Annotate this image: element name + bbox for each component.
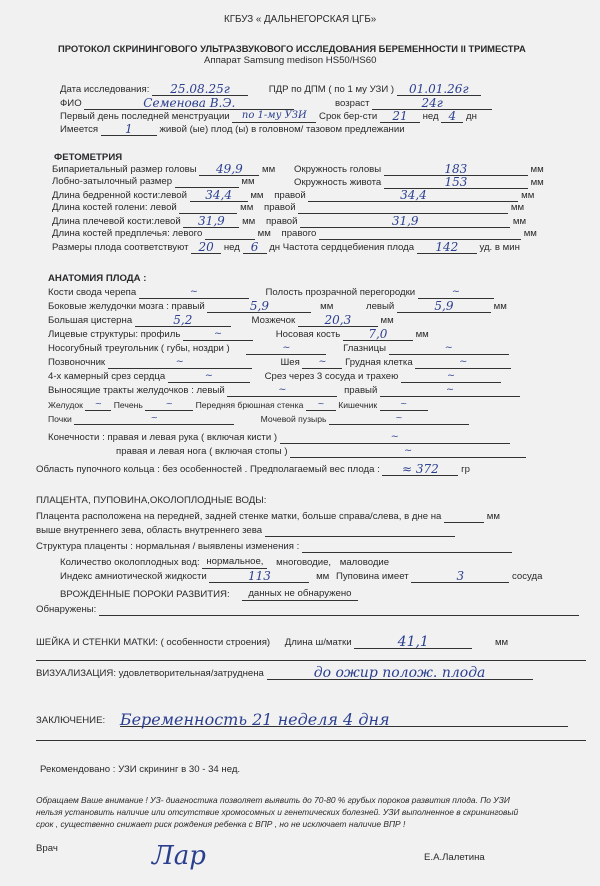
visualization-label: ВИЗУАЛИЗАЦИЯ: удовлетворительная/затруднена: [36, 668, 264, 679]
tibia-left: [179, 202, 237, 214]
cerebellum-value: 20,3: [298, 314, 378, 327]
cavum-check: ~: [418, 286, 494, 299]
neck-label: Шея: [280, 357, 300, 368]
kidneys-label: Почки: [48, 414, 72, 424]
vessels-unit: сосуда: [511, 571, 543, 582]
weight-value: ≈ 372: [382, 463, 458, 476]
afi-value: 113: [209, 570, 309, 583]
spine-row: [48, 356, 511, 369]
fio-label: ФИО: [60, 98, 82, 109]
doctor-label: Врач: [36, 843, 58, 854]
anatomy-heading: АНАТОМИЯ ПЛОДА :: [48, 273, 147, 284]
stomach-check: ~: [85, 398, 111, 411]
afi-row: [60, 570, 542, 583]
forearm-left: [205, 228, 255, 240]
mm-unit: мм: [320, 301, 334, 312]
found-label: Обнаружены:: [36, 604, 97, 615]
cisterna-label: Большая цистерна: [48, 315, 133, 326]
spine-label: Позвоночник: [48, 357, 106, 368]
skull-label: Кости свода черепа: [48, 287, 137, 298]
bpd-label: Бипариетальный размер головы: [52, 164, 197, 175]
tibia-right: [298, 202, 508, 214]
forearm-right: [319, 228, 521, 240]
hr-unit: уд. в мин: [479, 242, 520, 253]
mm-unit: мм: [486, 511, 500, 522]
kidneys-check: ~: [74, 412, 234, 425]
four-chamber-check: ~: [168, 370, 250, 383]
spine-check: ~: [108, 356, 252, 369]
page-title: ПРОТОКОЛ СКРИНИНГОВОГО УЛЬТРАЗВУКОВОГО ИССЛЕДОВАНИЯ БЕРЕМЕННОСТИ II ТРИМЕСТРА: [58, 43, 526, 54]
mm-unit: мм: [262, 164, 276, 175]
nasolabial-label: Носогубный треугольник ( губы, ноздри ): [48, 343, 230, 354]
vessels-value: 3: [411, 570, 509, 583]
tibia-row: [52, 202, 524, 214]
ventricles-label: Боковые желудочки мозга : правый: [48, 301, 205, 312]
hr-value: 142: [417, 241, 477, 254]
mm-unit: мм: [530, 177, 544, 188]
outflow-right-label: правый: [344, 385, 378, 396]
weight-unit: гр: [461, 464, 470, 475]
fetus-text: живой (ые) плод (ы) в головном/ тазовом предлежании: [159, 124, 405, 135]
mm-unit: мм: [510, 202, 525, 213]
arms-label: Конечности : правая и левая рука ( включая кисти ): [48, 432, 278, 443]
outflow-right-check: ~: [380, 384, 520, 397]
term-days: 4: [441, 110, 463, 123]
placenta-row: [36, 511, 500, 523]
afi-unit: мм: [316, 571, 330, 582]
intestine-check: ~: [380, 398, 428, 411]
age-label: возраст: [335, 98, 370, 109]
humerus-row: [52, 215, 526, 228]
nasal-value: 7,0: [343, 328, 413, 341]
date-row: [60, 83, 481, 96]
lmp-row: [60, 110, 477, 123]
bladder-check: ~: [329, 412, 469, 425]
face-row: [48, 328, 429, 341]
heart-row: [48, 370, 501, 383]
weeks-unit: нед: [422, 111, 439, 122]
humerus-right: 31,9: [300, 215, 510, 228]
outflow-row: [48, 384, 520, 397]
three-vessel-check: ~: [401, 370, 501, 383]
conclusion-row: [36, 710, 568, 729]
fetus-row: [60, 123, 405, 136]
tibia-label: Длина костей голени: левой: [52, 202, 177, 213]
face-label: Лицевые структуры: профиль: [48, 329, 181, 340]
ac-label: Окружность живота: [294, 177, 382, 188]
ofd-label: Лобно-затылочный размер: [52, 176, 173, 187]
note-line-2: нельзя установить наличие или отсутствие хромосомных и генетических болезней. УЗИ выполненное в скрининговый: [36, 807, 519, 817]
ventricles-row: [48, 300, 507, 313]
legs-row: [116, 445, 526, 458]
placenta-location: Плацента расположена на передней, задней стенке матки, больше справа/слева, в дне на: [36, 511, 442, 522]
fluid-low: маловодие: [339, 557, 390, 568]
femur-label: Длина бедренной кости:левой: [52, 190, 187, 201]
vent-left: 5,9: [397, 300, 491, 313]
skull-check: ~: [139, 286, 249, 299]
hr-label: Частота сердцебиения плода: [282, 242, 415, 253]
forearm-row: [52, 228, 537, 240]
mm-unit: мм: [493, 301, 507, 312]
lmp-label: Первый день последней менструации: [60, 111, 230, 122]
found-value: [99, 604, 579, 616]
cervix-length-label: Длина ш/матки: [284, 637, 352, 648]
humerus-label: Длина плечевой кости:левой: [52, 216, 181, 227]
cervix-label: ШЕЙКА И СТЕНКИ МАТКИ: ( особенности строения): [36, 637, 271, 648]
orbits-label: Глазницы: [343, 343, 387, 354]
ofd-row: [52, 176, 255, 188]
apparatus: Аппарат Samsung medison HS50/HS60: [204, 55, 377, 66]
right-label: правой: [264, 202, 296, 213]
size-label: Размеры плода соответствуют: [52, 242, 189, 253]
structure-row: [36, 541, 512, 553]
bpd-value: 49,9: [199, 163, 259, 176]
pdr-label: ПДР по ДПМ ( по 1 му УЗИ ): [268, 84, 395, 95]
fetus-count: 1: [101, 123, 157, 136]
days-unit: дн: [466, 111, 477, 122]
chest-check: ~: [415, 356, 511, 369]
fluid-label: Количество околоплодных вод:: [60, 557, 200, 568]
cord-text: Область пупочного кольца : без особенностей . Предполагаемый вес плода :: [36, 464, 380, 475]
vent-left-label: левый: [366, 301, 395, 312]
mm-unit: мм: [241, 176, 255, 187]
arms-row: [48, 431, 510, 444]
placenta-above-row: [36, 525, 455, 537]
conclusion-value: Беременность 21 неделя 4 дня: [120, 714, 568, 727]
org-name: КГБУЗ « ДАЛЬНЕГОРСКАЯ ЦГБ»: [224, 14, 377, 25]
mm-unit: мм: [415, 329, 429, 340]
afi-label: Индекс амниотической жидкости: [60, 571, 207, 582]
found-row: [36, 604, 579, 616]
fluid-normal: нормальное,: [202, 556, 267, 569]
term-label: Срок бер-сти: [319, 111, 378, 122]
cisterna-value: 5,2: [135, 314, 231, 327]
nasolabial-row: [48, 342, 509, 355]
arms-check: ~: [280, 431, 510, 444]
legs-label: правая и левая нога ( включая стопы ): [116, 446, 288, 457]
intestine-label: Кишечник: [338, 400, 378, 410]
right-label: правой: [274, 190, 306, 201]
kidneys-row: [48, 412, 469, 425]
recommendation: Рекомендовано : УЗИ скрининг в 30 - 34 нед.: [40, 764, 241, 775]
nasolabial-check: ~: [246, 342, 326, 355]
size-row: [52, 241, 520, 254]
ofd-value: [175, 176, 239, 188]
hc-row: [294, 163, 544, 176]
placenta-structure: Структура плаценты : нормальная / выявлены изменения :: [36, 541, 300, 552]
bpd-row: [52, 163, 275, 176]
note-line-1: Обращаем Ваше внимание ! УЗ- диагностика позволяет выявить до 70-80 % грубых пороков развития плода. По УЗИ: [36, 795, 510, 805]
cervix-length-value: 41,1: [354, 636, 472, 649]
cord-row: [36, 463, 470, 476]
size-weeks: 20: [191, 241, 221, 254]
term-weeks: 21: [380, 110, 420, 123]
week-unit: нед: [223, 242, 240, 253]
cervix-unit: мм: [494, 637, 509, 648]
wall-check: ~: [306, 398, 336, 411]
hc-value: 183: [384, 163, 528, 176]
date-value: 25.08.25г: [152, 83, 248, 96]
fio-row: [60, 97, 492, 110]
pdr-value: 01.01.26г: [397, 83, 481, 96]
mm-unit: мм: [242, 216, 256, 227]
defects-value: данных не обнаружено: [242, 588, 357, 601]
mm-unit: мм: [250, 190, 264, 201]
cervix-row: [36, 636, 508, 649]
lmp-value: по 1-му УЗИ: [232, 110, 316, 123]
placenta-mm-value: [444, 511, 484, 523]
nasal-label: Носовая кость: [275, 329, 341, 340]
fio-value: Семенова В.Э.: [84, 97, 294, 110]
cerebellum-label: Мозжечок: [251, 315, 296, 326]
doctor-name: Е.А.Лалетина: [424, 852, 485, 863]
placenta-heading: ПЛАЦЕНТА, ПУПОВИНА,ОКОЛОПЛОДНЫЕ ВОДЫ:: [36, 495, 267, 506]
three-vessel-label: Срез через 3 сосуда и трахею: [264, 371, 399, 382]
stomach-label: Желудок: [48, 400, 83, 410]
liver-check: ~: [145, 398, 193, 411]
forearm-right-label: правого: [281, 228, 317, 239]
femur-right: 34,4: [308, 189, 518, 202]
conclusion-blank-line: [36, 740, 586, 741]
placenta-above-value: [265, 525, 455, 537]
orbits-check: ~: [389, 342, 509, 355]
outflow-left-check: ~: [227, 384, 337, 397]
mm-unit: мм: [240, 202, 254, 213]
vent-right: 5,9: [207, 300, 311, 313]
cervix-blank-line: [36, 660, 586, 661]
cisterna-row: [48, 314, 394, 327]
visualization-value: до ожир полож. плода: [267, 667, 533, 680]
mm-unit: мм: [521, 190, 535, 201]
mm-unit: мм: [257, 228, 271, 239]
note-line-3: срок , существенно снижает риск рождения ребенка с ВПР , но не исключает наличие ВПР !: [36, 819, 406, 829]
conclusion-label: ЗАКЛЮЧЕНИЕ:: [36, 715, 106, 726]
hc-label: Окружность головы: [294, 164, 382, 175]
mm-unit: мм: [380, 315, 394, 326]
legs-check: ~: [290, 445, 526, 458]
wall-label: Передняя брюшная стенка: [195, 400, 304, 410]
face-check: ~: [183, 328, 253, 341]
mm-unit: мм: [512, 216, 527, 227]
cord-label: Пуповина имеет: [335, 571, 409, 582]
visualization-row: [36, 667, 533, 680]
neck-check: ~: [302, 356, 342, 369]
skull-row: [48, 286, 494, 299]
placenta-above: выше внутреннего зева, область внутреннего зева: [36, 525, 263, 536]
has-label: Имеется: [60, 124, 99, 135]
size-days: 6: [243, 241, 267, 254]
mm-unit: мм: [530, 164, 544, 175]
defects-row: [60, 588, 358, 601]
age-value: 24г: [372, 97, 492, 110]
structure-value: [302, 541, 512, 553]
day-unit: дн: [269, 242, 281, 253]
femur-left: 34,4: [190, 189, 248, 202]
fluid-row: [60, 556, 389, 569]
outflow-label: Выносящие тракты желудочков : левый: [48, 385, 225, 396]
chest-label: Грудная клетка: [345, 357, 413, 368]
mm-unit: мм: [523, 228, 537, 239]
date-label: Дата исследования:: [60, 84, 150, 95]
right-label: правой: [265, 216, 298, 227]
cavum-label: Полость прозрачной перегородки: [265, 287, 416, 298]
four-chamber-label: 4-х камерный срез сердца: [48, 371, 166, 382]
bladder-label: Мочевой пузырь: [260, 414, 327, 424]
organs-row: [48, 398, 428, 411]
ac-value: 153: [384, 176, 528, 189]
fetometry-heading: ФЕТОМЕТРИЯ: [54, 152, 123, 163]
defects-label: ВРОЖДЕННЫЕ ПОРОКИ РАЗВИТИЯ:: [60, 589, 230, 600]
humerus-left: 31,9: [183, 215, 239, 228]
forearm-label: Длина костей предплечья: левого: [52, 228, 203, 239]
doctor-signature: Лар: [152, 841, 206, 871]
fluid-many: многоводие,: [276, 557, 332, 568]
liver-label: Печень: [113, 400, 143, 410]
femur-row: [52, 189, 534, 202]
